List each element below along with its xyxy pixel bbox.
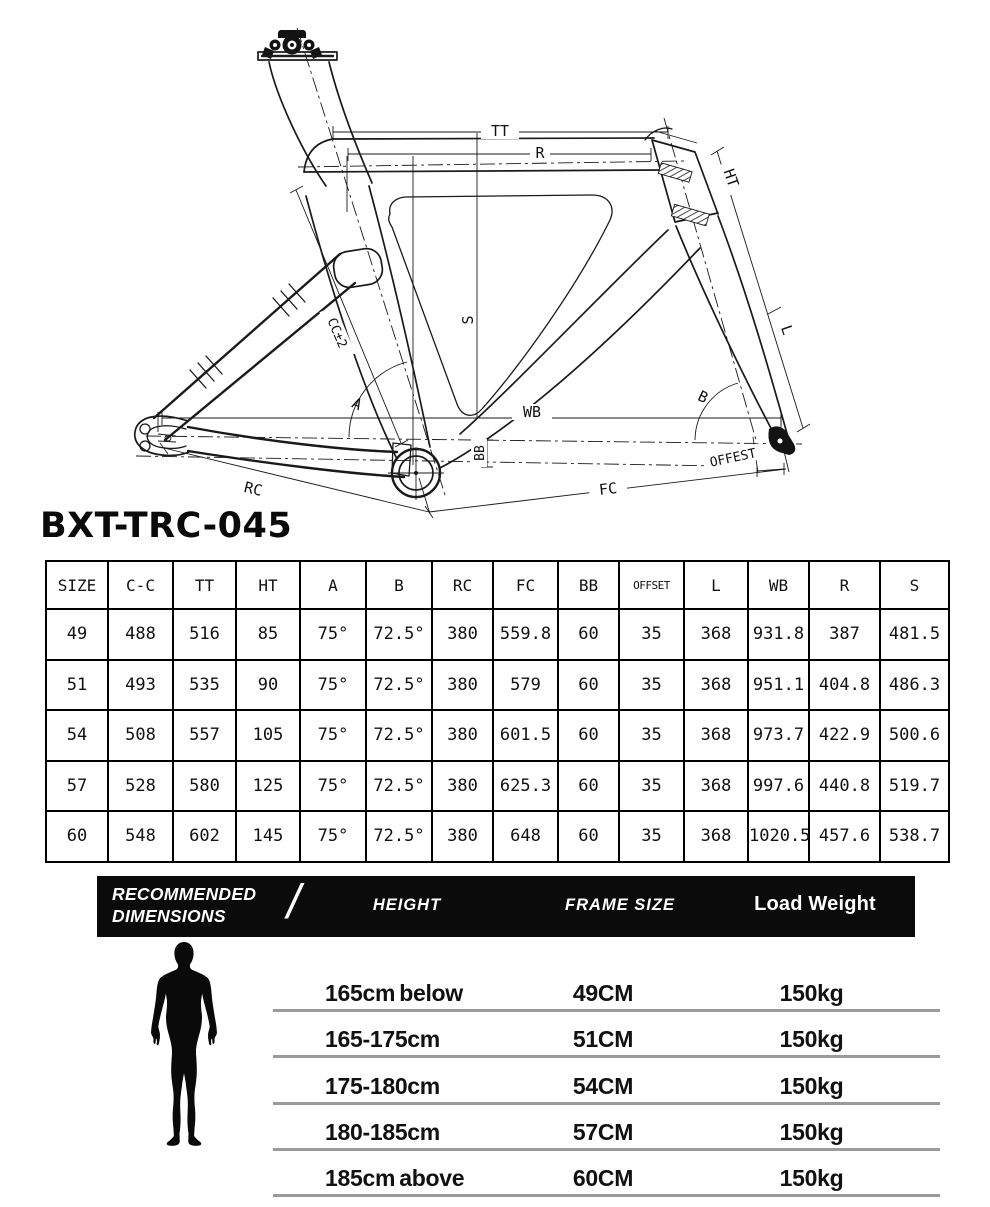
- dim-label-ht: HT: [719, 166, 743, 190]
- dim-label-tt: TT: [490, 122, 510, 140]
- spec-col-header: R: [809, 561, 880, 609]
- spec-cell: 75°: [300, 761, 366, 812]
- spec-cell: 57: [46, 761, 108, 812]
- spec-cell: 973.7: [748, 710, 809, 761]
- spec-cell: 60: [558, 660, 619, 711]
- spec-cell: 368: [684, 660, 748, 711]
- rec-load: 150kg: [779, 980, 844, 1007]
- spec-cell: 951.1: [748, 660, 809, 711]
- geometry-table: [45, 560, 950, 863]
- spec-cell: 493: [108, 660, 173, 711]
- spec-cell: 1020.5: [748, 811, 809, 862]
- spec-cell: 145: [236, 811, 300, 862]
- spec-cell: 625.3: [493, 761, 558, 812]
- banner-col-frame-size: FRAME SIZE: [565, 896, 675, 914]
- spec-row: [46, 710, 949, 761]
- banner-slash-divider: /: [287, 876, 301, 929]
- rec-load: 150kg: [779, 1164, 844, 1191]
- recommended-banner: [97, 876, 915, 937]
- spec-row: [46, 660, 949, 711]
- spec-cell: 602: [173, 811, 236, 862]
- banner-col-load-weight: Load Weight: [754, 893, 876, 915]
- rec-load: 150kg: [779, 1026, 844, 1053]
- dim-label-a: A: [349, 393, 365, 415]
- spec-cell: 60: [558, 609, 619, 660]
- dim-label-fc: FC: [598, 479, 618, 499]
- spec-cell: 481.5: [880, 609, 949, 660]
- spec-col-header: S: [880, 561, 949, 609]
- spec-cell: 54: [46, 710, 108, 761]
- dim-label-wb: WB: [522, 403, 542, 421]
- spec-cell: 535: [173, 660, 236, 711]
- spec-cell: 559.8: [493, 609, 558, 660]
- spec-cell: 557: [173, 710, 236, 761]
- spec-cell: 516: [173, 609, 236, 660]
- spec-cell: 380: [432, 811, 493, 862]
- center-lines: [136, 28, 802, 498]
- spec-col-header: OFFSET: [619, 561, 684, 609]
- spec-cell: 368: [684, 710, 748, 761]
- spec-cell: 387: [809, 609, 880, 660]
- spec-cell: 75°: [300, 710, 366, 761]
- spec-cell: 60: [558, 761, 619, 812]
- banner-col-height: HEIGHT: [372, 896, 442, 914]
- spec-cell: 404.8: [809, 660, 880, 711]
- spec-cell: 488: [108, 609, 173, 660]
- spec-cell: 72.5°: [366, 710, 432, 761]
- rec-height: 165-175cm: [325, 1026, 440, 1053]
- spec-cell: 125: [236, 761, 300, 812]
- spec-row: [46, 609, 949, 660]
- dim-label-offset: OFFEST: [708, 446, 758, 471]
- rec-frame: 60CM: [572, 1164, 634, 1191]
- model-title: BXT-TRC-045: [40, 506, 293, 546]
- size-recommendation-row: [273, 1012, 940, 1058]
- dim-label-s: S: [459, 315, 477, 325]
- spec-cell: 60: [558, 710, 619, 761]
- size-recommendation-row: [273, 1105, 940, 1151]
- spec-cell: 508: [108, 710, 173, 761]
- head-tube: [652, 131, 718, 226]
- size-recommendation-row: [273, 1151, 940, 1197]
- spec-cell: 72.5°: [366, 609, 432, 660]
- spec-col-header: WB: [748, 561, 809, 609]
- dim-label-bb: BB: [473, 445, 488, 461]
- spec-cell: 51: [46, 660, 108, 711]
- rec-frame: 51CM: [572, 1026, 634, 1053]
- spec-col-header: FC: [493, 561, 558, 609]
- spec-cell: 49: [46, 609, 108, 660]
- seatpost-clamp: [258, 30, 337, 60]
- dim-label-rc: RC: [242, 478, 265, 500]
- banner-heading: [112, 884, 256, 928]
- spec-col-header: HT: [236, 561, 300, 609]
- spec-cell: 72.5°: [366, 811, 432, 862]
- rec-height: 175-180cm: [325, 1072, 440, 1099]
- size-recommendation-row: [273, 966, 940, 1012]
- fork: [676, 216, 795, 455]
- spec-col-header: L: [684, 561, 748, 609]
- rec-height: 185cm above: [325, 1164, 465, 1191]
- spec-col-header: RC: [432, 561, 493, 609]
- banner-heading-line1: RECOMMENDED: [112, 884, 257, 904]
- spec-cell: 440.8: [809, 761, 880, 812]
- size-recommendation-row: [273, 1058, 940, 1104]
- spec-cell: 75°: [300, 660, 366, 711]
- human-silhouette-icon: [143, 942, 225, 1154]
- rec-load: 150kg: [779, 1072, 844, 1099]
- seat-stays: [154, 254, 355, 440]
- spec-cell: 997.6: [748, 761, 809, 812]
- spec-cell: 35: [619, 811, 684, 862]
- spec-cell: 72.5°: [366, 761, 432, 812]
- spec-col-header: TT: [173, 561, 236, 609]
- spec-cell: 528: [108, 761, 173, 812]
- rec-frame: 57CM: [572, 1118, 634, 1145]
- spec-cell: 601.5: [493, 710, 558, 761]
- spec-col-header: A: [300, 561, 366, 609]
- banner-heading-line2: DIMENSIONS: [112, 905, 226, 926]
- bike-frame-diagram: [0, 0, 990, 530]
- spec-cell: 380: [432, 660, 493, 711]
- rec-load: 150kg: [779, 1118, 844, 1145]
- spec-col-header: SIZE: [46, 561, 108, 609]
- rec-frame: 49CM: [572, 980, 634, 1007]
- dim-label-b: B: [695, 386, 711, 408]
- chain-stays: [188, 427, 404, 477]
- spec-cell: 519.7: [880, 761, 949, 812]
- spec-col-header: B: [366, 561, 432, 609]
- spec-cell: 380: [432, 710, 493, 761]
- spec-row: [46, 761, 949, 812]
- spec-col-header: BB: [558, 561, 619, 609]
- spec-cell: 85: [236, 609, 300, 660]
- spec-cell: 380: [432, 609, 493, 660]
- spec-cell: 35: [619, 660, 684, 711]
- spec-cell: 548: [108, 811, 173, 862]
- spec-cell: 579: [493, 660, 558, 711]
- spec-cell: 368: [684, 811, 748, 862]
- spec-cell: 457.6: [809, 811, 880, 862]
- spec-cell: 648: [493, 811, 558, 862]
- rec-frame: 54CM: [572, 1072, 634, 1099]
- spec-cell: 380: [432, 761, 493, 812]
- size-recommendation-list: [273, 966, 940, 1197]
- spec-cell: 580: [173, 761, 236, 812]
- rec-height: 180-185cm: [325, 1118, 440, 1145]
- spec-cell: 90: [236, 660, 300, 711]
- spec-cell: 538.7: [880, 811, 949, 862]
- spec-cell: 60: [46, 811, 108, 862]
- spec-cell: 60: [558, 811, 619, 862]
- seat-stay-wing: [331, 246, 384, 289]
- spec-cell: 35: [619, 609, 684, 660]
- spec-cell: 72.5°: [366, 660, 432, 711]
- spec-cell: 105: [236, 710, 300, 761]
- spec-row: [46, 811, 949, 862]
- spec-cell: 35: [619, 710, 684, 761]
- spec-cell: 931.8: [748, 609, 809, 660]
- spec-cell: 35: [619, 761, 684, 812]
- spec-cell: 422.9: [809, 710, 880, 761]
- spec-col-header: C-C: [108, 561, 173, 609]
- spec-cell: 368: [684, 761, 748, 812]
- dim-label-r: R: [535, 144, 545, 162]
- geometry-table-header: [46, 561, 949, 609]
- spec-cell: 500.6: [880, 710, 949, 761]
- dim-label-cc: CC±2: [323, 315, 350, 351]
- spec-cell: 75°: [300, 811, 366, 862]
- spec-cell: 486.3: [880, 660, 949, 711]
- rec-height: 165cm below: [325, 980, 463, 1007]
- spec-cell: 368: [684, 609, 748, 660]
- spec-cell: 75°: [300, 609, 366, 660]
- dim-label-l: L: [777, 322, 797, 338]
